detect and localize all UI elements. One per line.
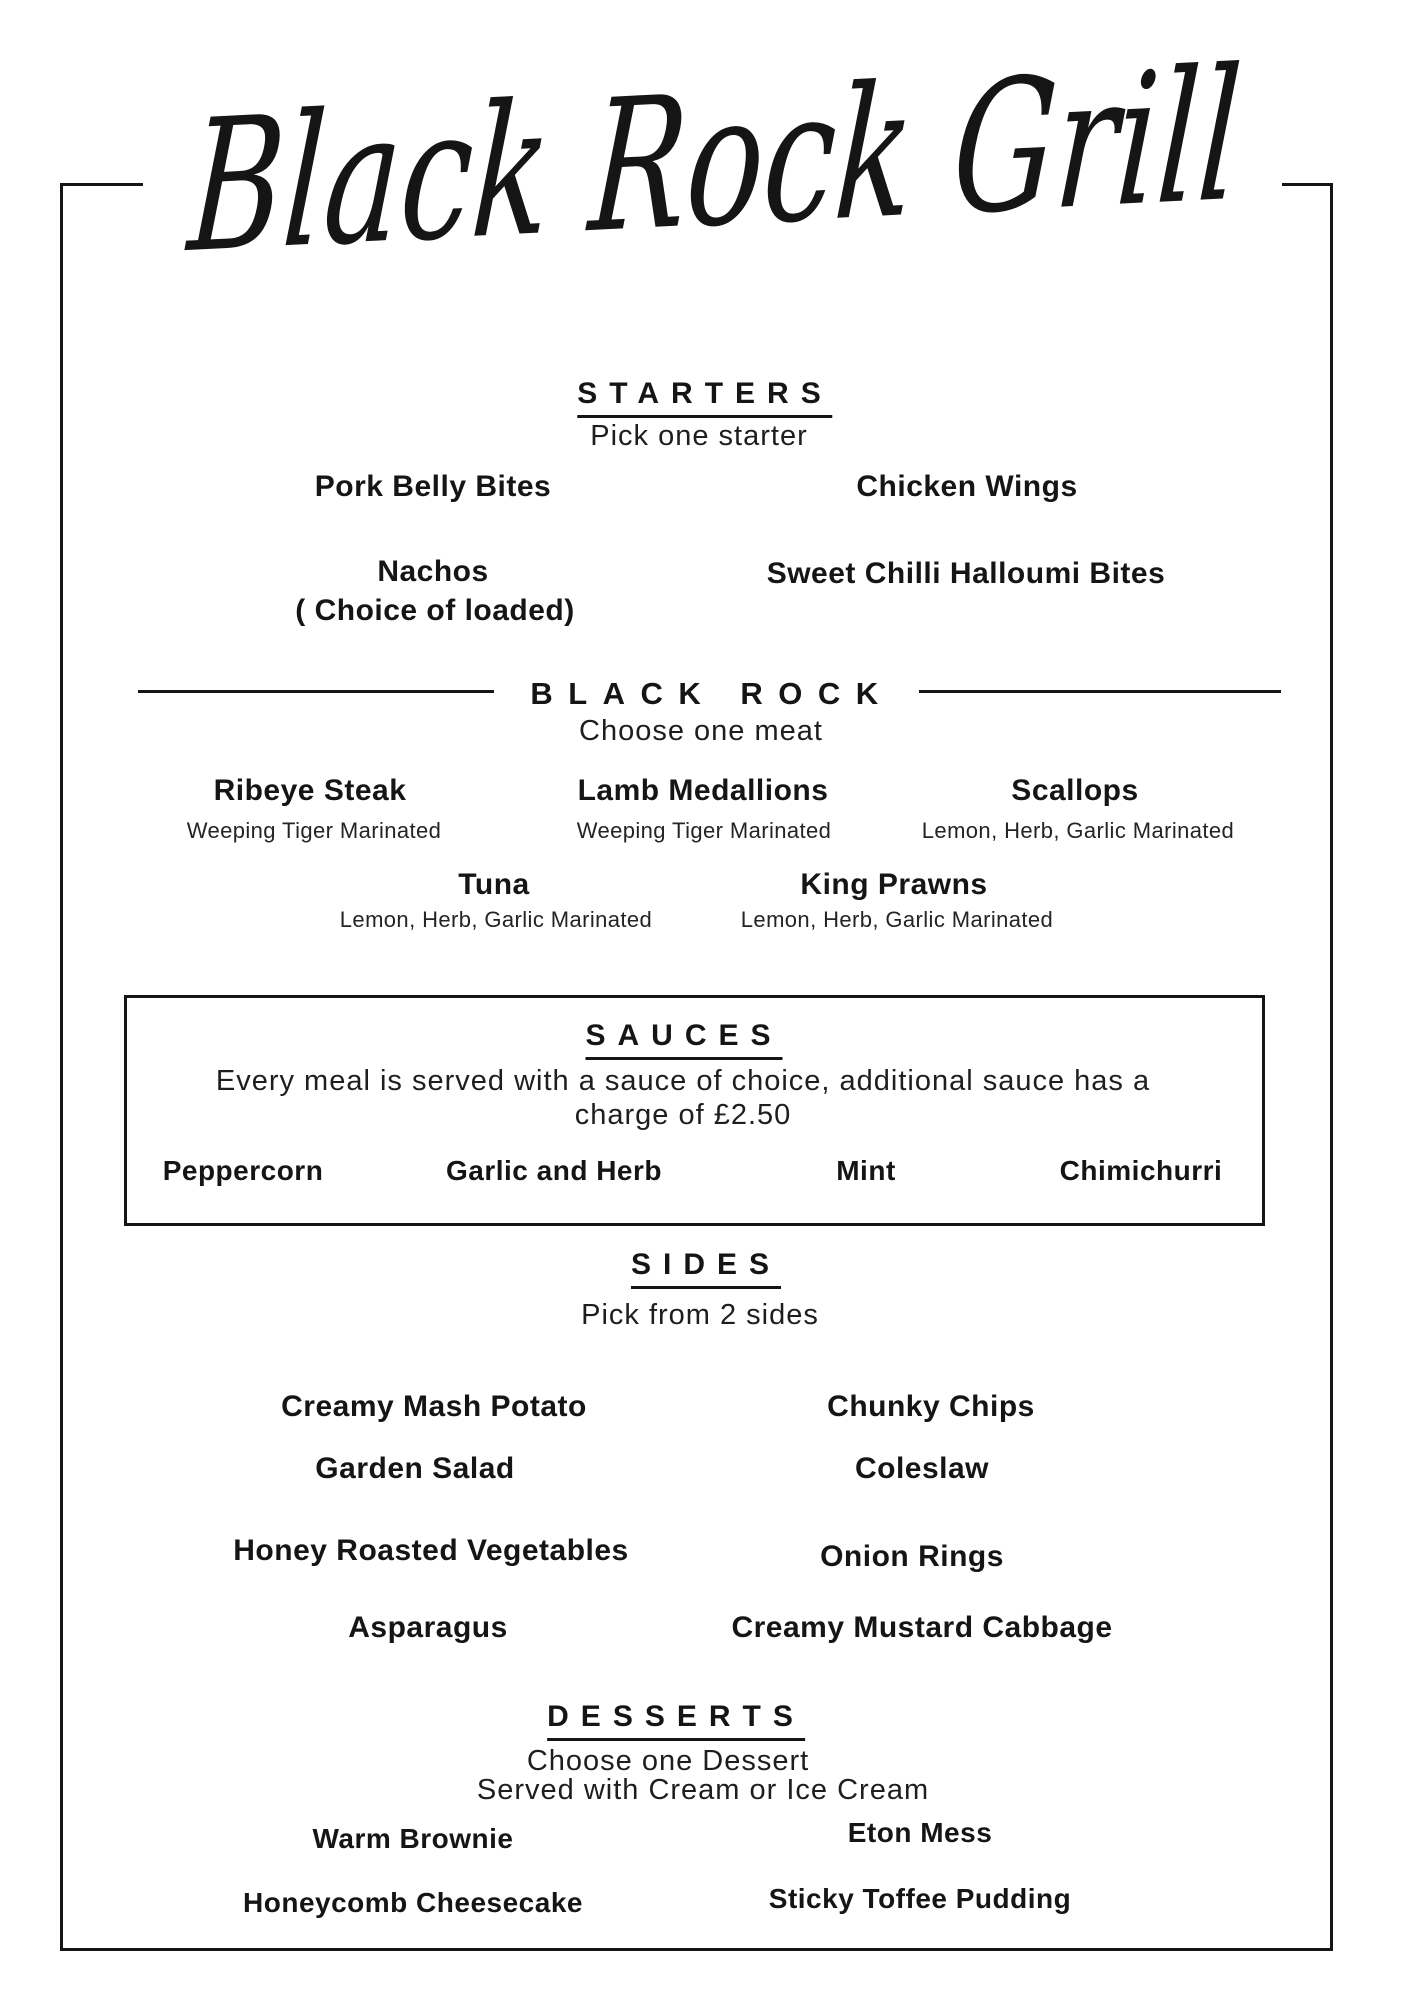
menu-item: Sweet Chilli Halloumi Bites [766, 557, 1166, 590]
frame-bottom-border [60, 1948, 1333, 1951]
menu-item: Chicken Wings [856, 470, 1078, 503]
sides-heading: SIDES [631, 1250, 781, 1289]
sauces-heading: SAUCES [585, 1021, 782, 1060]
frame-left-border [60, 183, 63, 1951]
black-rock-heading: BLACK ROCK [530, 676, 894, 711]
sauces-description-line1: Every meal is served with a sauce of choice, additional sauce has a [215, 1065, 1151, 1097]
black-rock-right-rule [919, 690, 1281, 693]
menu-item-note: ( Choice of loaded) [295, 594, 575, 627]
sauce-option: Garlic and Herb [445, 1155, 663, 1186]
sauce-option: Peppercorn [162, 1155, 324, 1186]
restaurant-title [0, 28, 1414, 294]
menu-item-marinade: Lemon, Herb, Garlic Marinated [921, 818, 1235, 843]
sides-subtitle: Pick from 2 sides [581, 1299, 819, 1331]
starters-subtitle: Pick one starter [590, 420, 808, 452]
sauces-description-line2: charge of £2.50 [574, 1099, 792, 1131]
menu-item: Honeycomb Cheesecake [243, 1887, 583, 1918]
menu-item: Scallops [1011, 774, 1139, 807]
menu-item: Ribeye Steak [213, 774, 407, 807]
sauce-option: Mint [836, 1155, 896, 1186]
menu-item-marinade: Weeping Tiger Marinated [186, 818, 442, 843]
black-rock-subtitle: Choose one meat [579, 715, 823, 747]
menu-item: Chunky Chips [827, 1390, 1035, 1423]
sauce-option: Chimichurri [1059, 1155, 1223, 1186]
menu-item: Eton Mess [847, 1817, 993, 1848]
menu-item: Creamy Mustard Cabbage [731, 1611, 1113, 1644]
restaurant-title-text: Black Rock Grill [183, 28, 1247, 294]
menu-item: Tuna [458, 868, 530, 901]
menu-item: Creamy Mash Potato [281, 1390, 587, 1423]
menu-item: Nachos [377, 555, 489, 588]
menu-item: Pork Belly Bites [314, 470, 552, 503]
menu-item-marinade: Weeping Tiger Marinated [576, 818, 832, 843]
menu-item: Lamb Medallions [577, 774, 829, 807]
menu-item: Sticky Toffee Pudding [768, 1883, 1072, 1914]
starters-heading: STARTERS [577, 379, 832, 418]
menu-item: Onion Rings [820, 1540, 1004, 1573]
frame-right-border [1330, 183, 1333, 1951]
menu-item: Warm Brownie [312, 1823, 514, 1854]
menu-item-marinade: Lemon, Herb, Garlic Marinated [740, 907, 1054, 932]
menu-item: Asparagus [348, 1611, 508, 1644]
menu-item: Garden Salad [315, 1452, 515, 1485]
menu-item: King Prawns [800, 868, 988, 901]
menu-item: Coleslaw [854, 1452, 990, 1485]
black-rock-left-rule [138, 690, 494, 693]
desserts-subtitle-line1: Choose one Dessert [526, 1745, 810, 1777]
desserts-heading: DESSERTS [547, 1702, 805, 1741]
menu-item-marinade: Lemon, Herb, Garlic Marinated [339, 907, 653, 932]
menu-item: Honey Roasted Vegetables [233, 1534, 629, 1567]
desserts-subtitle-line2: Served with Cream or Ice Cream [476, 1774, 930, 1806]
